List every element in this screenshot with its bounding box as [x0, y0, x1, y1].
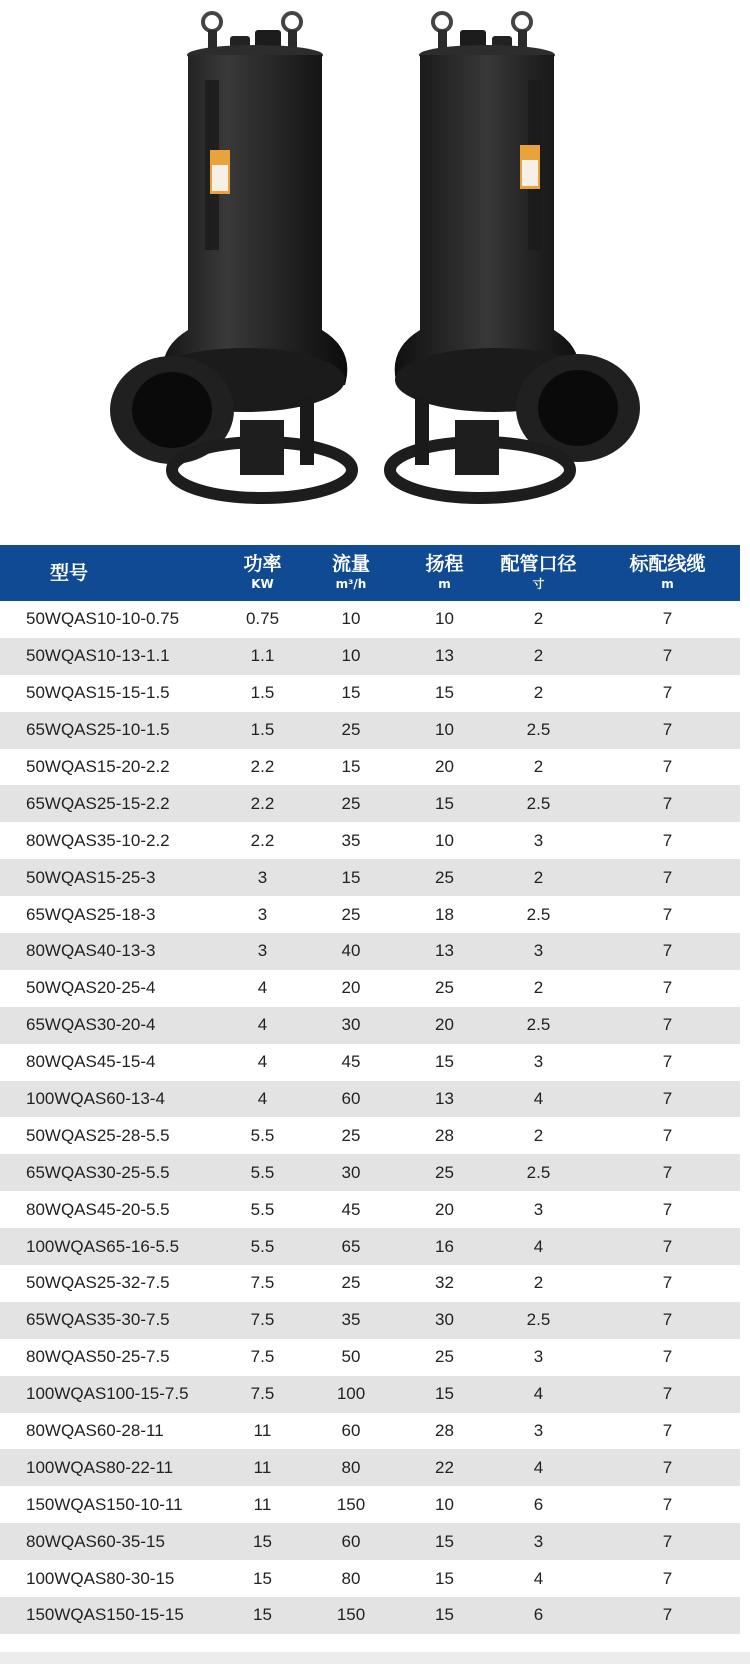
table-cell: 7 [662, 646, 673, 666]
header-cable: 标配线缆 m [629, 553, 706, 592]
table-cell: 7 [662, 941, 673, 961]
table-cell: 2.2 [250, 793, 275, 813]
table-cell: 65 [341, 1236, 361, 1256]
table-cell: 100WQAS80-30-15 [26, 1568, 175, 1588]
table-cell: 2.5 [526, 793, 551, 813]
table-row [0, 1597, 740, 1634]
table-cell: 15 [253, 1568, 272, 1588]
table-cell: 7 [662, 1568, 673, 1588]
table-cell: 5.5 [250, 1125, 275, 1145]
table-row [0, 1154, 740, 1191]
table-cell: 25 [435, 1347, 454, 1367]
table-cell: 3 [257, 904, 268, 924]
table-cell: 4 [257, 1015, 268, 1035]
table-cell: 80WQAS60-35-15 [26, 1531, 165, 1551]
pump-right [390, 13, 640, 498]
table-cell: 10 [435, 1494, 454, 1514]
table-cell: 7.5 [250, 1273, 275, 1293]
table-cell: 6 [533, 1494, 544, 1514]
table-cell: 100WQAS65-16-5.5 [26, 1236, 180, 1256]
table-cell: 65WQAS30-25-5.5 [26, 1162, 170, 1182]
table-cell: 25 [341, 720, 361, 740]
table-cell: 65WQAS25-18-3 [26, 904, 156, 924]
table-cell: 28 [435, 1125, 454, 1145]
table-cell: 5.5 [250, 1236, 275, 1256]
table-cell: 1.1 [250, 646, 275, 666]
table-cell: 6 [533, 1605, 544, 1625]
table-cell: 2.5 [526, 1162, 551, 1182]
table-cell: 1.5 [250, 683, 275, 703]
table-cell: 3 [533, 1052, 544, 1072]
table-cell: 80WQAS60-28-11 [26, 1421, 164, 1441]
table-cell: 4 [533, 1089, 544, 1109]
bottom-divider [0, 1652, 750, 1664]
table-cell: 50WQAS10-13-1.1 [26, 646, 170, 666]
table-row [0, 785, 740, 822]
table-cell: 2 [533, 757, 544, 776]
table-cell: 150 [336, 1605, 366, 1625]
table-cell: 4 [533, 1568, 544, 1588]
table-cell: 80 [341, 1457, 361, 1477]
table-row [0, 970, 740, 1007]
table-body [0, 601, 740, 1634]
table-cell: 20 [435, 757, 454, 776]
table-cell: 45 [341, 1199, 361, 1219]
table-cell: 15 [253, 1605, 272, 1625]
table-cell: 15 [341, 757, 361, 776]
table-cell: 2 [533, 1125, 544, 1145]
table-cell: 2 [533, 1273, 544, 1293]
table-cell: 60 [341, 1089, 361, 1109]
table-cell: 45 [341, 1052, 361, 1072]
table-row [0, 1302, 740, 1339]
table-cell: 2.5 [526, 904, 551, 924]
table-cell: 7 [662, 1457, 673, 1477]
table-cell: 25 [341, 1273, 361, 1293]
table-cell: 25 [341, 1125, 361, 1145]
table-cell: 5.5 [250, 1162, 275, 1182]
table-cell: 80WQAS50-25-7.5 [26, 1347, 170, 1367]
table-cell: 7 [662, 867, 673, 887]
table-cell: 35 [341, 830, 361, 850]
table-row [0, 1523, 740, 1560]
table-cell: 7 [662, 1494, 673, 1514]
table-row [0, 1376, 740, 1413]
table-row [0, 1413, 740, 1450]
table-cell: 7 [662, 1310, 673, 1330]
table-cell: 150WQAS150-10-11 [26, 1494, 183, 1514]
table-cell: 60 [341, 1531, 361, 1551]
table-cell: 11 [253, 1494, 272, 1514]
table-cell: 7 [662, 904, 673, 924]
table-cell: 50WQAS10-10-0.75 [26, 609, 180, 629]
table-cell: 7 [662, 1089, 673, 1109]
table-cell: 25 [341, 793, 361, 813]
table-cell: 80WQAS40-13-3 [26, 941, 156, 961]
header-power: 功率 KW [243, 553, 282, 592]
spec-table [0, 545, 740, 1634]
table-row [0, 1191, 740, 1228]
table-cell: 25 [341, 904, 361, 924]
table-row [0, 896, 740, 933]
table-row [0, 1449, 740, 1486]
table-row [0, 1081, 740, 1118]
table-cell: 10 [435, 609, 454, 629]
table-row [0, 638, 740, 675]
table-cell: 13 [435, 941, 454, 961]
table-cell: 3 [257, 867, 268, 887]
table-cell: 7.5 [250, 1347, 275, 1367]
table-row [0, 1339, 740, 1376]
table-cell: 50WQAS20-25-4 [26, 978, 156, 998]
table-cell: 50WQAS15-25-3 [26, 867, 156, 887]
table-cell: 2 [533, 978, 544, 998]
table-cell: 10 [435, 830, 454, 850]
table-cell: 15 [435, 793, 454, 813]
table-cell: 40 [341, 941, 361, 961]
table-cell: 2.5 [526, 1015, 551, 1035]
table-cell: 7 [662, 978, 673, 998]
table-cell: 2 [533, 609, 544, 629]
table-row [0, 1486, 740, 1523]
table-cell: 7.5 [250, 1310, 275, 1330]
table-cell: 15 [435, 1568, 454, 1588]
table-cell: 65WQAS25-10-1.5 [26, 720, 170, 740]
table-cell: 3 [257, 941, 268, 961]
table-cell: 7 [662, 609, 673, 629]
table-cell: 60 [341, 1421, 361, 1441]
table-cell: 100WQAS100-15-7.5 [26, 1384, 189, 1404]
table-cell: 80 [341, 1568, 361, 1588]
table-cell: 7 [662, 793, 673, 813]
table-cell: 20 [435, 1199, 454, 1219]
table-cell: 28 [435, 1421, 454, 1441]
table-cell: 7 [662, 683, 673, 703]
table-cell: 15 [435, 1605, 454, 1625]
table-cell: 65WQAS35-30-7.5 [26, 1310, 170, 1330]
table-cell: 3 [533, 1531, 544, 1551]
table-cell: 80WQAS35-10-2.2 [26, 830, 170, 850]
table-row [0, 933, 740, 970]
product-photo [0, 0, 750, 545]
table-cell: 2.5 [526, 1310, 551, 1330]
table-cell: 7 [662, 830, 673, 850]
table-cell: 2.2 [250, 757, 275, 776]
table-cell: 3 [533, 1199, 544, 1219]
pump-illustration [0, 0, 750, 545]
table-cell: 7 [662, 1162, 673, 1182]
table-cell: 50 [341, 1347, 361, 1367]
table-row [0, 859, 740, 896]
table-cell: 1.5 [250, 720, 275, 740]
table-cell: 3 [533, 1421, 544, 1441]
table-cell: 32 [435, 1273, 454, 1293]
table-cell: 150WQAS150-15-15 [26, 1605, 184, 1625]
header-pipe-size: 配管口径 寸 [500, 553, 577, 592]
table-cell: 16 [435, 1236, 454, 1256]
table-row [0, 822, 740, 859]
table-cell: 15 [253, 1531, 272, 1551]
table-cell: 3 [533, 1347, 544, 1367]
table-row [0, 1007, 740, 1044]
table-cell: 50WQAS15-15-1.5 [26, 683, 170, 703]
table-cell: 13 [435, 646, 454, 666]
table-cell: 15 [341, 867, 361, 887]
table-cell: 10 [341, 646, 361, 666]
header-model: 型号 [50, 561, 89, 584]
table-cell: 7 [662, 1384, 673, 1404]
table-cell: 7.5 [250, 1384, 275, 1404]
table-cell: 15 [435, 1052, 454, 1072]
table-cell: 7 [662, 1015, 673, 1035]
table-cell: 25 [435, 867, 454, 887]
table-cell: 80WQAS45-15-4 [26, 1052, 156, 1072]
table-cell: 7 [662, 720, 673, 740]
table-row [0, 601, 740, 638]
table-cell: 15 [435, 1531, 454, 1551]
table-row [0, 1228, 740, 1265]
table-cell: 18 [435, 904, 454, 924]
table-cell: 65WQAS30-20-4 [26, 1015, 156, 1035]
table-cell: 20 [341, 978, 361, 998]
table-cell: 30 [341, 1162, 361, 1182]
table-cell: 2 [533, 867, 544, 887]
table-cell: 22 [435, 1457, 454, 1477]
table-header [0, 545, 740, 601]
table-cell: 11 [253, 1457, 272, 1477]
table-row [0, 1560, 740, 1597]
table-row [0, 675, 740, 712]
table-row [0, 1265, 740, 1302]
table-row [0, 1117, 740, 1154]
table-cell: 20 [435, 1015, 454, 1035]
table-cell: 65WQAS25-15-2.2 [26, 793, 170, 813]
table-cell: 15 [435, 683, 454, 703]
table-cell: 7 [662, 1236, 673, 1256]
table-cell: 7 [662, 1421, 673, 1441]
table-cell: 7 [662, 1531, 673, 1551]
table-cell: 13 [435, 1089, 454, 1109]
table-cell: 150 [336, 1494, 366, 1514]
table-cell: 4 [257, 978, 268, 998]
table-cell: 4 [533, 1457, 544, 1477]
table-cell: 2.2 [250, 830, 275, 850]
table-cell: 25 [435, 978, 454, 998]
table-cell: 50WQAS15-20-2.2 [26, 757, 170, 776]
table-cell: 2.5 [526, 720, 551, 740]
table-row [0, 749, 740, 786]
table-cell: 15 [341, 683, 361, 703]
table-cell: 0.75 [245, 609, 280, 629]
table-cell: 30 [435, 1310, 454, 1330]
table-cell: 3 [533, 941, 544, 961]
table-cell: 50WQAS25-28-5.5 [26, 1125, 170, 1145]
table-cell: 4 [533, 1384, 544, 1404]
table-cell: 80WQAS45-20-5.5 [26, 1199, 170, 1219]
table-cell: 7 [662, 1052, 673, 1072]
table-cell: 30 [341, 1015, 361, 1035]
table-cell: 100WQAS80-22-11 [26, 1457, 174, 1477]
table-cell: 4 [257, 1052, 268, 1072]
table-cell: 100 [336, 1384, 366, 1404]
table-cell: 7 [662, 1273, 673, 1293]
table-cell: 2 [533, 646, 544, 666]
table-cell: 5.5 [250, 1199, 275, 1219]
table-cell: 50WQAS25-32-7.5 [26, 1273, 170, 1293]
table-cell: 4 [533, 1236, 544, 1256]
table-cell: 7 [662, 1605, 673, 1625]
table-cell: 10 [341, 609, 361, 629]
table-cell: 7 [662, 1347, 673, 1367]
table-row [0, 1044, 740, 1081]
table-cell: 25 [435, 1162, 454, 1182]
header-flow: 流量 m³/h [331, 553, 370, 592]
table-cell: 35 [341, 1310, 361, 1330]
table-cell: 10 [435, 720, 454, 740]
table-cell: 4 [257, 1089, 268, 1109]
table-cell: 7 [662, 757, 673, 776]
table-cell: 7 [662, 1199, 673, 1219]
table-cell: 3 [533, 830, 544, 850]
header-head: 扬程 m [425, 553, 464, 592]
table-cell: 100WQAS60-13-4 [26, 1089, 165, 1109]
table-cell: 7 [662, 1125, 673, 1145]
table-cell: 11 [253, 1421, 272, 1441]
table-cell: 15 [435, 1384, 454, 1404]
table-cell: 2 [533, 683, 544, 703]
table-row [0, 712, 740, 749]
pump-left [110, 13, 352, 498]
